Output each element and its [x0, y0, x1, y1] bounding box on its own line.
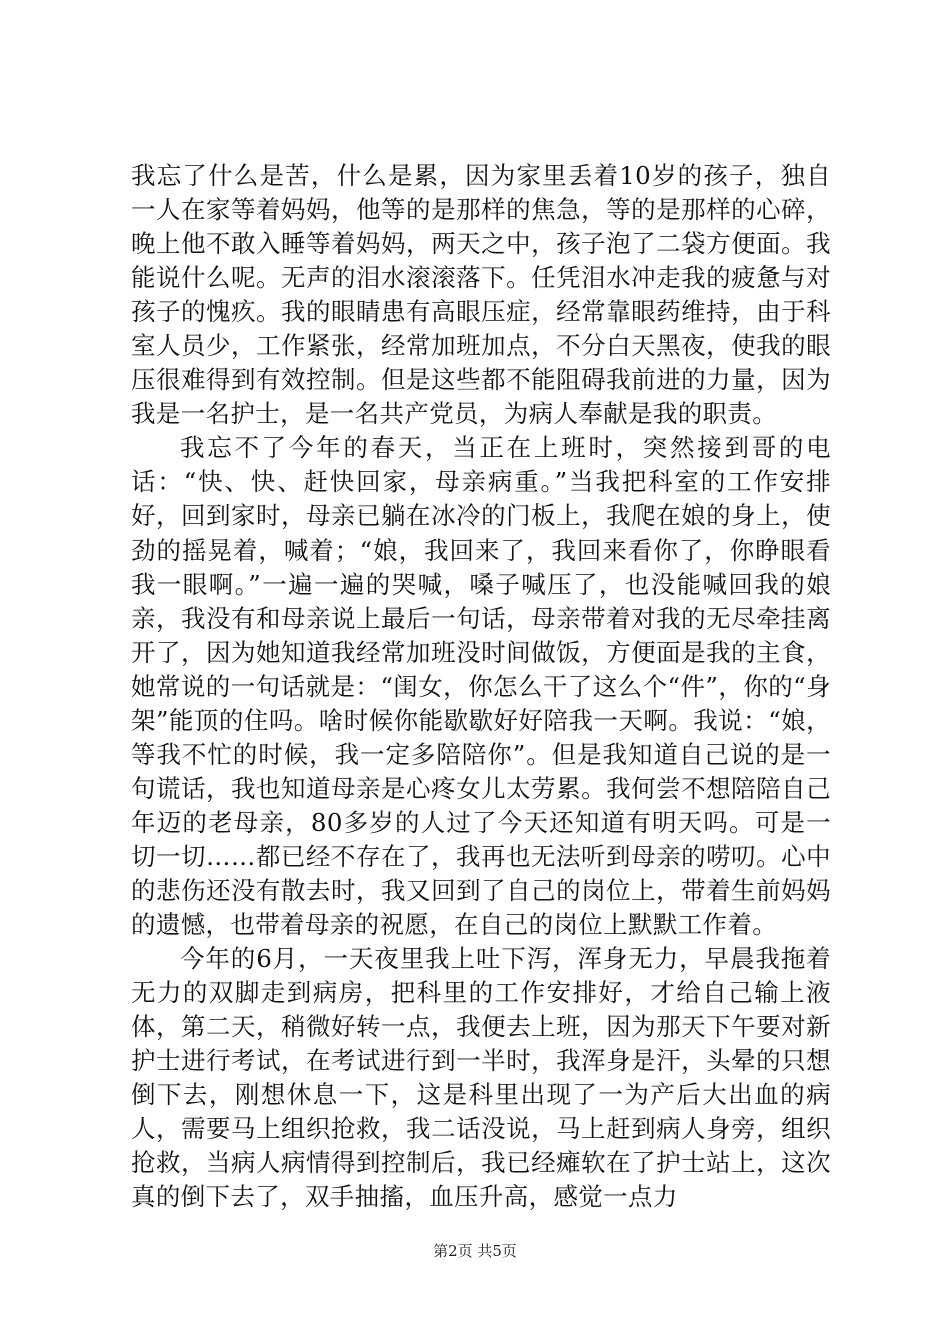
- paragraph-2: 我忘不了今年的春天，当正在上班时，突然接到哥的电话：“快、快、赶快回家，母亲病重。”当我把科室的工作安排好，回到家时，母亲已躺在冰冷的门板上，我爬在娘的身上，使劲的摇晃着，喊着；“娘，我回来了，我回来看你了，你睁眼看我一眼啊。”一遍一遍的哭喊，嗓子喊压了，也没能喊回我的娘亲，我没有和母亲说上最后一句话，母亲带着对我的无尽牵挂离开了，因为她知道我经常加班没时间做饭，方便面是我的主食，她常说的一句话就是：“闺女，你怎么干了这么个“件”，你的“身架”能顶的住吗。啥时候你能歇歇好好陪我一天啊。我说：“娘，等我不忙的时候，我一定多陪陪你”。但是我知道自己说的是一句谎话，我也知道母亲是心疼女儿太劳累。我何尝不想陪陪自己年迈的老母亲，80多岁的人过了今天还知道有明天吗。可是一切一切……都已经不存在了，我再也无法听到母亲的唠叨。心中的悲伤还没有散去时，我又回到了自己的岗位上，带着生前妈妈的遗憾，也带着母亲的祝愿，在自己的岗位上默默工作着。: [131, 433, 831, 940]
- paragraph-1: 我忘了什么是苦，什么是累，因为家里丢着10岁的孩子，独自一人在家等着妈妈，他等的是那样的焦急，等的是那样的心碎，晚上他不敢入睡等着妈妈，两天之中，孩子泡了二袋方便面。我能说什么呢。无声的泪水滚滚落下。任凭泪水冲走我的疲惫与对孩子的愧疚。我的眼睛患有高眼压症，经常靠眼药维持，由于科室人员少，工作紧张，经常加班加点，不分白天黑夜，使我的眼压很难得到有效控制。但是这些都不能阻碍我前进的力量，因为我是一名护士，是一名共产党员，为病人奉献是我的职责。: [131, 161, 831, 429]
- paragraph-3: 今年的6月，一天夜里我上吐下泻，浑身无力，早晨我拖着无力的双脚走到病房，把科里的工作安排好，才给自己输上液体，第二天，稍微好转一点，我便去上班，因为那天下午要对新护士进行考试，在考试进行到一半时，我浑身是汗，头晕的只想倒下去，刚想休息一下，这是科里出现了一为产后大出血的病人，需要马上组织抢救，我二话没说，马上赶到病人身旁，组织抢救，当病人病情得到控制后，我已经瘫软在了护士站上，这次真的倒下去了，双手抽搐，血压升高，感觉一点力: [131, 944, 831, 1212]
- document-body: [131, 159, 831, 1214]
- page-number-footer: 第2页 共5页: [433, 1242, 517, 1260]
